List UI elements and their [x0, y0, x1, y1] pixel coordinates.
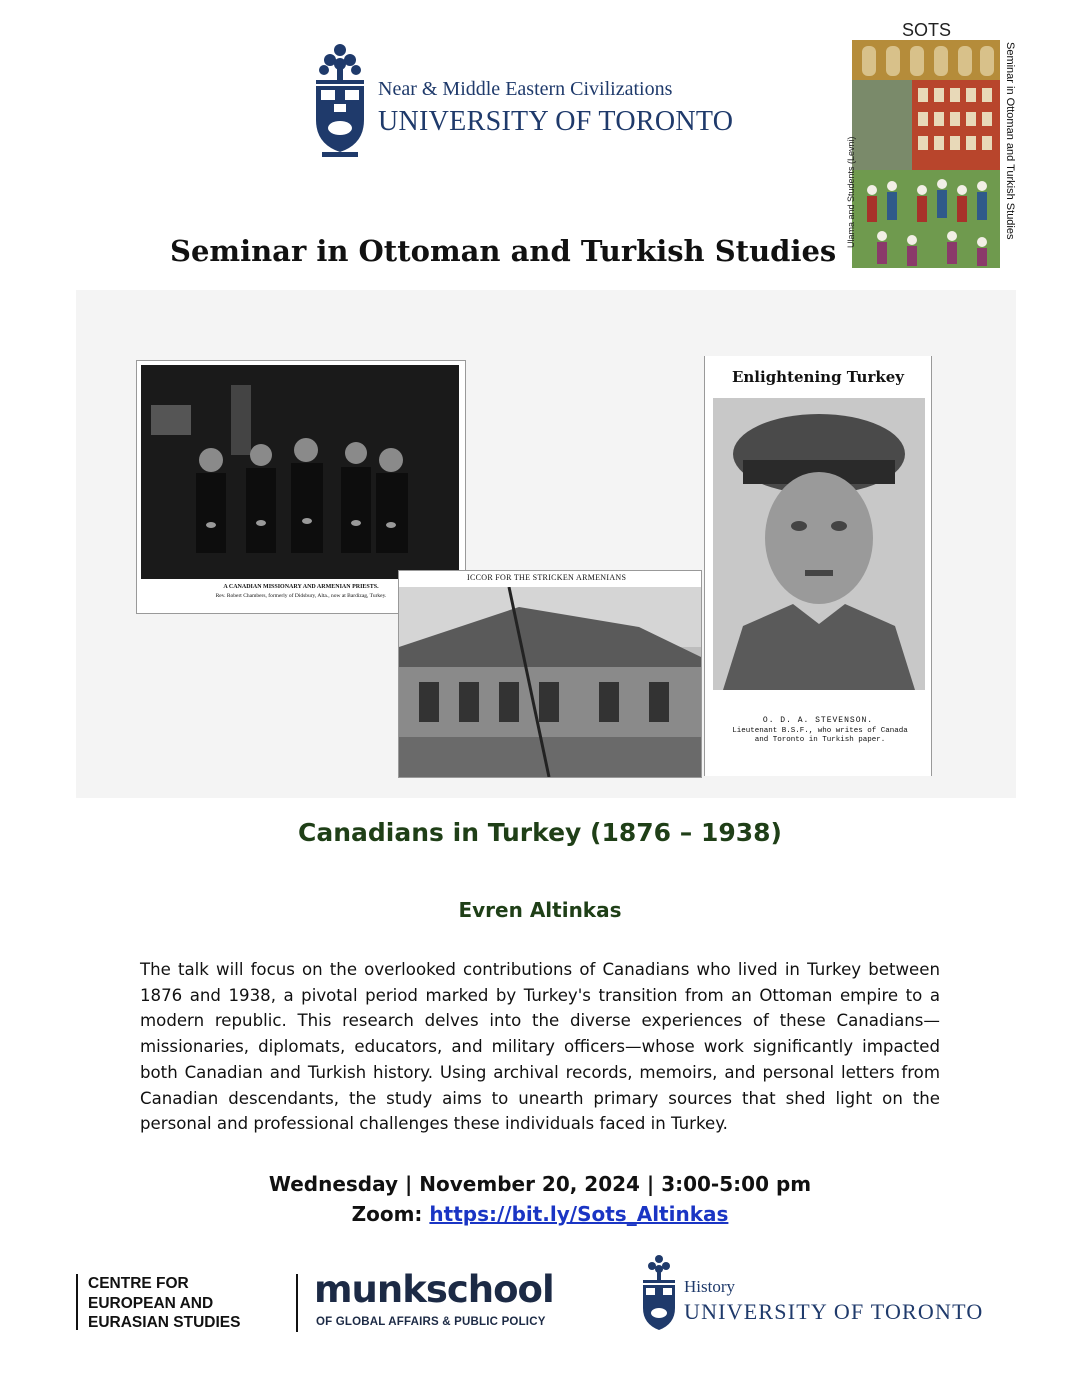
ces-line2: EUROPEAN AND	[88, 1294, 214, 1312]
event-datetime: Wednesday | November 20, 2024 | 3:00-5:00 pm	[268, 1172, 812, 1196]
painting-caption: Ulama and Students (Levni)	[846, 136, 856, 248]
history-dept-name: History	[684, 1277, 735, 1296]
sots-vertical-title: Seminar in Ottoman and Turkish Studies	[1004, 42, 1016, 240]
missionary-priests-image	[141, 365, 459, 579]
photo3-caption-line1: Lieutenant B.S.F., who writes of Canada	[732, 727, 908, 735]
zoom-label: Zoom:	[351, 1202, 423, 1226]
ces-line1: CENTRE FOR	[88, 1275, 189, 1292]
munk-school-subtitle: OF GLOBAL AFFAIRS & PUBLIC POLICY	[316, 1316, 546, 1328]
ces-line3: EURASIAN STUDIES	[88, 1314, 241, 1331]
ces-logo-text	[88, 1274, 240, 1333]
ottoman-miniature-painting	[852, 40, 1000, 268]
department-name: Near & Middle Eastern Civilizations	[378, 78, 673, 100]
photo3-caption-line2: and Toronto in Turkish paper.	[754, 736, 886, 744]
munk-school-logo: munkschool	[314, 1268, 554, 1311]
photo1-caption-title: A CANADIAN MISSIONARY AND ARMENIAN PRIESTS.	[223, 584, 379, 590]
university-name: UNIVERSITY OF TORONTO	[378, 106, 734, 137]
zoom-link[interactable]: https://bit.ly/Sots_Altinkas	[429, 1202, 729, 1226]
history-uoft-crest-logo	[640, 1252, 678, 1334]
photo3-caption-text	[709, 727, 931, 745]
mission-building-image	[399, 587, 701, 777]
photo3-caption-name: O. D. A. STEVENSON.	[762, 716, 874, 725]
seminar-title: Seminar in Ottoman and Turkish Studies	[170, 234, 837, 268]
ces-divider	[76, 1274, 78, 1330]
munk-divider	[296, 1274, 298, 1332]
sots-label: SOTS	[902, 20, 952, 40]
talk-abstract: The talk will focus on the overlooked contributions of Canadians who lived in Turkey between 1876 and 1938, a pivotal period marked by Turkey's transition from an Ottoman empire to a modern republic. This research delves into the diverse experiences of these Canadians—missionaries, diplomats, educators, and military officers—whose work significantly impacted both Canadian and Turkish history. Using archival records, memoirs, and personal letters from Canadian descendants, the study aims to unearth primary sources that shed light on the personal and professional challenges these individuals faced in Turkey.	[140, 960, 940, 1134]
zoom-line	[0, 1202, 1080, 1226]
speaker-name: Evren Altinkas	[458, 898, 622, 922]
talk-title: Canadians in Turkey (1876 – 1938)	[298, 818, 782, 847]
photo1-caption-text: Rev. Robert Chambers, formerly of Didsbury, Alta., now at Bardizag, Turkey.	[215, 593, 387, 599]
stevenson-portrait-clipping	[704, 356, 932, 776]
mission-building-photo	[398, 570, 702, 778]
photo2-headline: ICCOR FOR THE STRICKEN ARMENIANS	[467, 573, 627, 582]
uoft-crest-logo	[312, 40, 368, 158]
photo3-headline: Enlightening Turkey	[731, 368, 905, 386]
history-university-name: UNIVERSITY OF TORONTO	[684, 1299, 984, 1324]
stevenson-portrait-image	[713, 398, 925, 690]
